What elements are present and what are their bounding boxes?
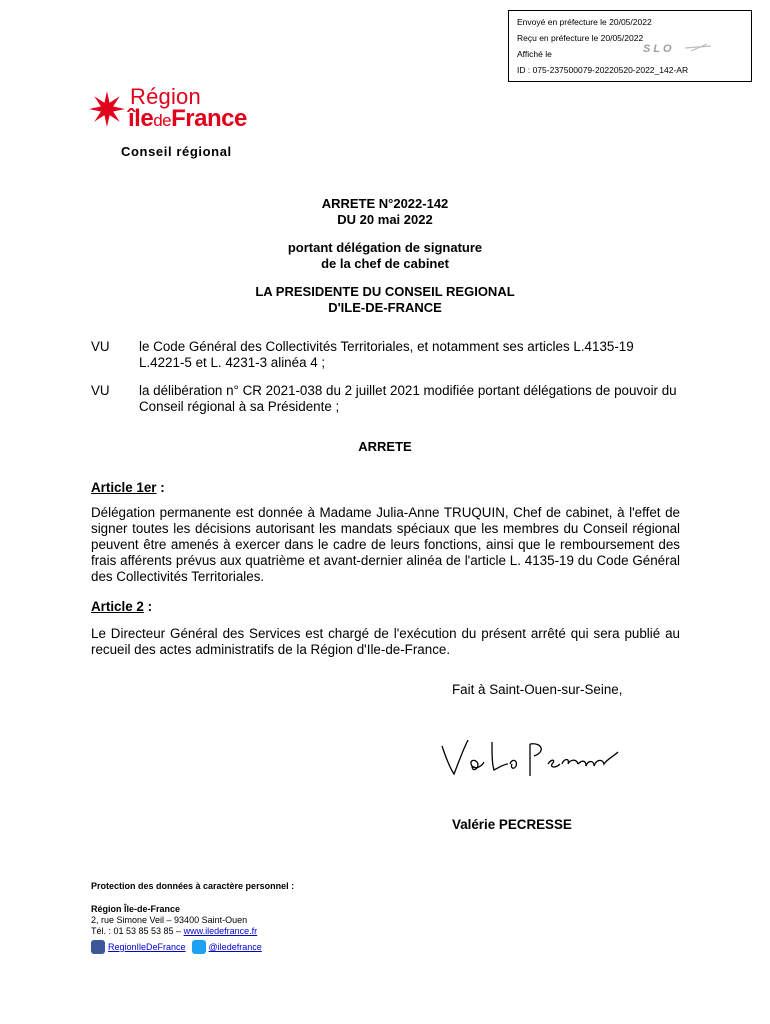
- footer-website-link[interactable]: www.iledefrance.fr: [183, 926, 258, 936]
- article-1-title-suffix: :: [156, 480, 165, 495]
- conseil-regional-subtitle: Conseil régional: [121, 144, 232, 159]
- arrete-subject-line2: de la chef de cabinet: [321, 256, 449, 271]
- stamp-posted-label: Affiché le: [517, 49, 552, 59]
- visa-label: VU: [91, 339, 110, 354]
- footer-phone: Tél. : 01 53 85 53 85 –: [91, 926, 182, 936]
- authority-line1: LA PRESIDENTE DU CONSEIL REGIONAL: [255, 284, 515, 299]
- privacy-heading: Protection des données à caractère personnel :: [91, 881, 295, 891]
- article-2-title-suffix: :: [143, 599, 153, 614]
- arrete-subject-line1: portant délégation de signature: [287, 240, 483, 255]
- twitter-icon: [192, 940, 206, 954]
- stamp-seal-icon: [641, 42, 715, 54]
- signatory-name: Valérie PECRESSE: [452, 817, 572, 832]
- social-links: [91, 940, 262, 954]
- facebook-link[interactable]: RegionIleDeFrance: [108, 942, 186, 952]
- stamp-sent-date: Envoyé en préfecture le 20/05/2022: [517, 17, 652, 27]
- visa-text: le Code Général des Collectivités Territoriales, et notamment ses articles L.4135-19 L.4221-5 et L. 4231-3 alinéa 4 ;: [139, 339, 634, 370]
- arrete-date: DU 20 mai 2022: [337, 212, 433, 227]
- twitter-link[interactable]: @iledefrance: [208, 942, 262, 952]
- svg-text:SLO: SLO: [643, 43, 675, 54]
- handwritten-signature-icon: [438, 734, 638, 782]
- signature-place: Fait à Saint-Ouen-sur-Seine,: [452, 682, 623, 697]
- arrete-number: ARRETE N°2022-142: [321, 196, 449, 211]
- article-1-text: Délégation permanente est donnée à Madame Julia-Anne TRUQUIN, Chef de cabinet, à l'effet de signer toutes les décisions autorisant les mandats spéciaux que les membres du Conseil régional peuvent être amenés à exercer dans le cadre de leurs fonctions, ainsi que le remboursement des frais afférents prévus aux quatrième et avant-dernier alinéa de l'article L. 4135-19 du Code Général des Collectivités Territoriales.: [91, 505, 680, 584]
- decision-heading: ARRETE: [358, 439, 412, 454]
- article-1-title-text: Article 1er: [91, 480, 157, 495]
- visa-label: VU: [91, 383, 110, 398]
- article-2-title-text: Article 2: [91, 599, 144, 614]
- footer-address: 2, rue Simone Veil – 93400 Saint-Ouen: [91, 915, 248, 925]
- logo-de: de: [153, 111, 172, 130]
- footer-org: Région Île-de-France: [91, 904, 181, 914]
- logo-ile: île: [128, 105, 154, 132]
- facebook-icon: [91, 940, 105, 954]
- star-logo-icon: [88, 90, 126, 128]
- stamp-received-date: Reçu en préfecture le 20/05/2022: [517, 33, 644, 43]
- visa-text: la délibération n° CR 2021-038 du 2 juillet 2021 modifiée portant délégations de pouvoir du Conseil régional à sa Présidente ;: [139, 383, 677, 414]
- region-logo: [88, 86, 288, 146]
- logo-iledefrance-text: [128, 105, 247, 133]
- authority-line2: D'ILE-DE-FRANCE: [328, 300, 442, 315]
- logo-france: France: [171, 105, 247, 132]
- footer-phone-line: [91, 926, 257, 937]
- stamp-id: ID : 075-237500079-20220520-2022_142-AR: [517, 65, 689, 75]
- prefecture-stamp: [508, 10, 752, 82]
- logo-region-text: Région: [130, 84, 201, 109]
- article-2-text: Le Directeur Général des Services est chargé de l'exécution du présent arrêté qui sera publié au recueil des actes administratifs de la Région d'Ile-de-France.: [91, 626, 680, 657]
- article-1-title: [91, 480, 165, 495]
- article-2-title: [91, 599, 152, 614]
